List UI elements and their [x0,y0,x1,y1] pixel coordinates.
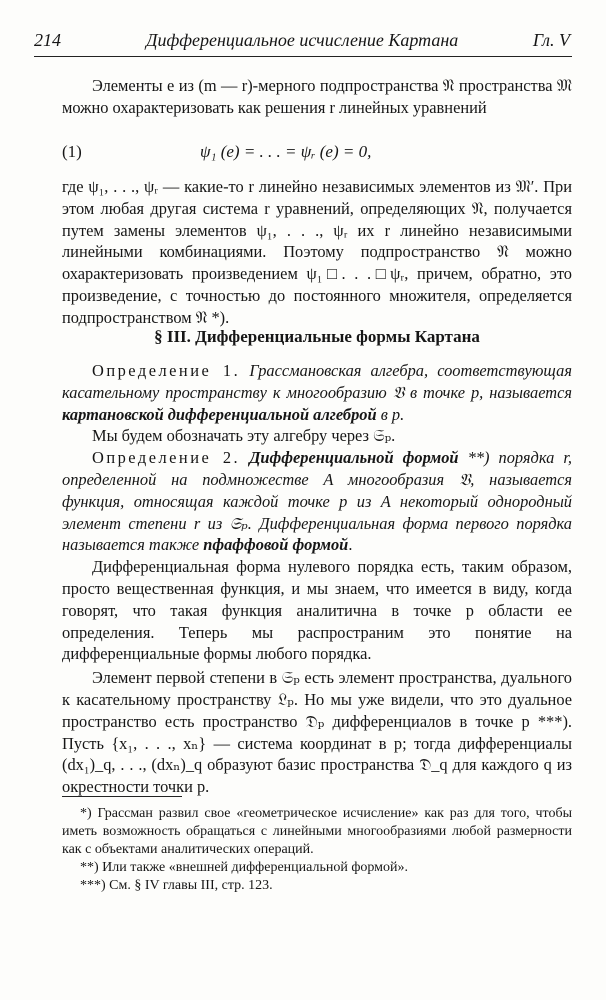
paragraph-4: Элемент первой степени в 𝔖ₚ есть элемент пространства, дуального к касательному пространству 𝔏ₚ. Но мы уже видели, что это дуальное пространство есть пространство 𝔇ₚ дифференциалов в точке p ***). Пусть {x₁, . . ., xₙ} — система координат в p; тогда дифференциалы (dx₁)_q, . . ., (dxₙ)_q образуют базис пространства 𝔇_q для каждого q из окрестности точки p. [62,668,572,797]
running-header [34,30,572,57]
paragraph-2: где ψ₁, . . ., ψᵣ — какие-то r линейно независимых элементов из 𝔐′. При этом любая другая система r уравнений, определяющих 𝔑, получается путем замены элементов ψ₁, . . ., ψᵣ их r линейно независимыми линейными комбинациями. Поэтому подпространство 𝔑 можно охарактеризовать произведением ψ₁□. . .□ψᵣ, причем, обратно, это произведение, с точностью до постоянного множителя, определяется подпространством 𝔑 *). [62,177,572,327]
footnote-1: *) Грассман развил свое «геометрическое исчисление» как раз для того, чтобы иметь возможность обращаться с линейными многообразиями любой размерности как с объектами аналитических операций. [62,806,572,857]
chapter-label: Гл. V [532,30,570,50]
page-number: 214 [34,30,61,50]
section-title: § III. Дифференциальные формы Картана [154,327,480,346]
equation-1 [62,142,572,166]
footnote-2: **) Или также «внешней дифференциальной формой». [80,860,409,875]
equation-text: ψ₁ (e) = . . . = ψᵣ (e) = 0, [200,142,372,161]
denote-line: Мы будем обозначать эту алгебру через 𝔖ₚ. [92,426,396,446]
paragraph-3: Дифференциальная форма нулевого порядка есть, таким образом, просто вещественная функция, и мы знаем, что имеется в виду, когда говорят, что такая функция аналитична в точке p области ее определения. Теперь мы распространим это понятие на дифференциальные формы любого порядка. [62,557,572,664]
running-title: Дифференциальное исчисление Картана [146,30,459,50]
footnote-rule [62,796,182,797]
footnote-3: ***) См. § IV главы III, стр. 123. [80,878,273,893]
definition-2: Определение 2. Дифференциальной формой **) порядка r, определенной на подмножестве A многообразия 𝔙, называется функция, относящая каждой точке p из A некоторый однородный элемент степени r из 𝔖ₚ. Дифференциальная форма первого порядка называется также пфаффовой формой. [62,448,573,555]
equation-number: (1) [62,142,82,161]
definitions-block [62,360,572,798]
definition-1: Определение 1. Грассмановская алгебра, соответствующая касательному пространству к многообразию 𝔙 в точке p, называется картановской дифференциальной алгеброй в p. [62,361,572,424]
intro-paragraph: Элементы e из (m — r)-мерного подпространства 𝔑 пространства 𝔐 можно охарактеризовать как решения r линейных уравнений [62,76,572,117]
footnotes [62,805,572,895]
